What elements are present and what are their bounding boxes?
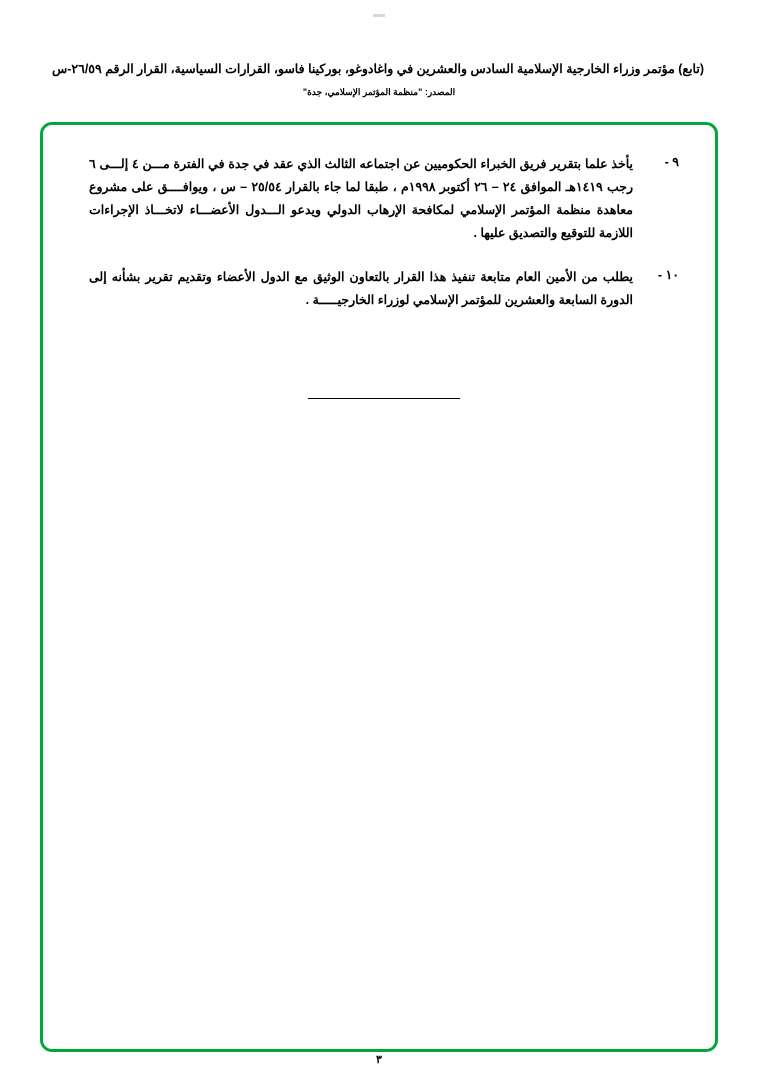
clause-item [89, 266, 679, 312]
clause-number: ٩ - [664, 155, 679, 169]
header-source: المصدر: "منظمة المؤتمر الإسلامي، جدة" [302, 86, 456, 97]
clause-rest: بتقرير فريق الخبراء الحكوميين عن اجتماعه الثالث الذي عقد في جدة في الفترة مـــن ٤ إلـــى ٦ رجب ١٤١٩هـ الموافق ٢٤ – ٢٦ أكتوبر ١٩٩٨م ، طبقا لما جاء بالقرار ٢٥/٥٤ – س ، ويوافــــق على مشروع معاهدة منظمة المؤتمر الإسلامي لمكافحة الإرهاب الدولي ويدعو الـــدول الأعضـــاء لاتخـــاذ الإجراءات اللازمة للتوقيع والتصديق عليها . [89, 157, 634, 241]
clause-rest: من الأمين العام متابعة تنفيذ هذا القرار بالتعاون الوثيق مع الدول الأعضاء وتقديم تقرير بشأنه إلى الدورة السابعة والعشرين للمؤتمر الإسلامي لوزراء الخارجيـــــة . [89, 269, 633, 307]
scan-mark [373, 14, 385, 17]
section-divider [89, 386, 679, 404]
clause-number: ١٠ - [657, 267, 679, 282]
clause-lead: يأخذ علما [584, 157, 633, 171]
header-title: (تابع) مؤتمر وزراء الخارجية الإسلامية السادس والعشرين في واغادوغو، بوركينا فاسو، القرارات السياسية، القرار الرقم ٢٦/٥٩-س [51, 62, 704, 76]
document-header [51, 60, 704, 98]
clause-item [89, 153, 679, 246]
divider-line [308, 398, 460, 399]
content-frame [40, 122, 718, 1052]
page-number: ٣ [376, 1054, 382, 1066]
clause-text [89, 266, 633, 312]
document-body [89, 153, 679, 404]
clause-text [89, 153, 633, 246]
clause-lead: يطلب [602, 269, 633, 284]
